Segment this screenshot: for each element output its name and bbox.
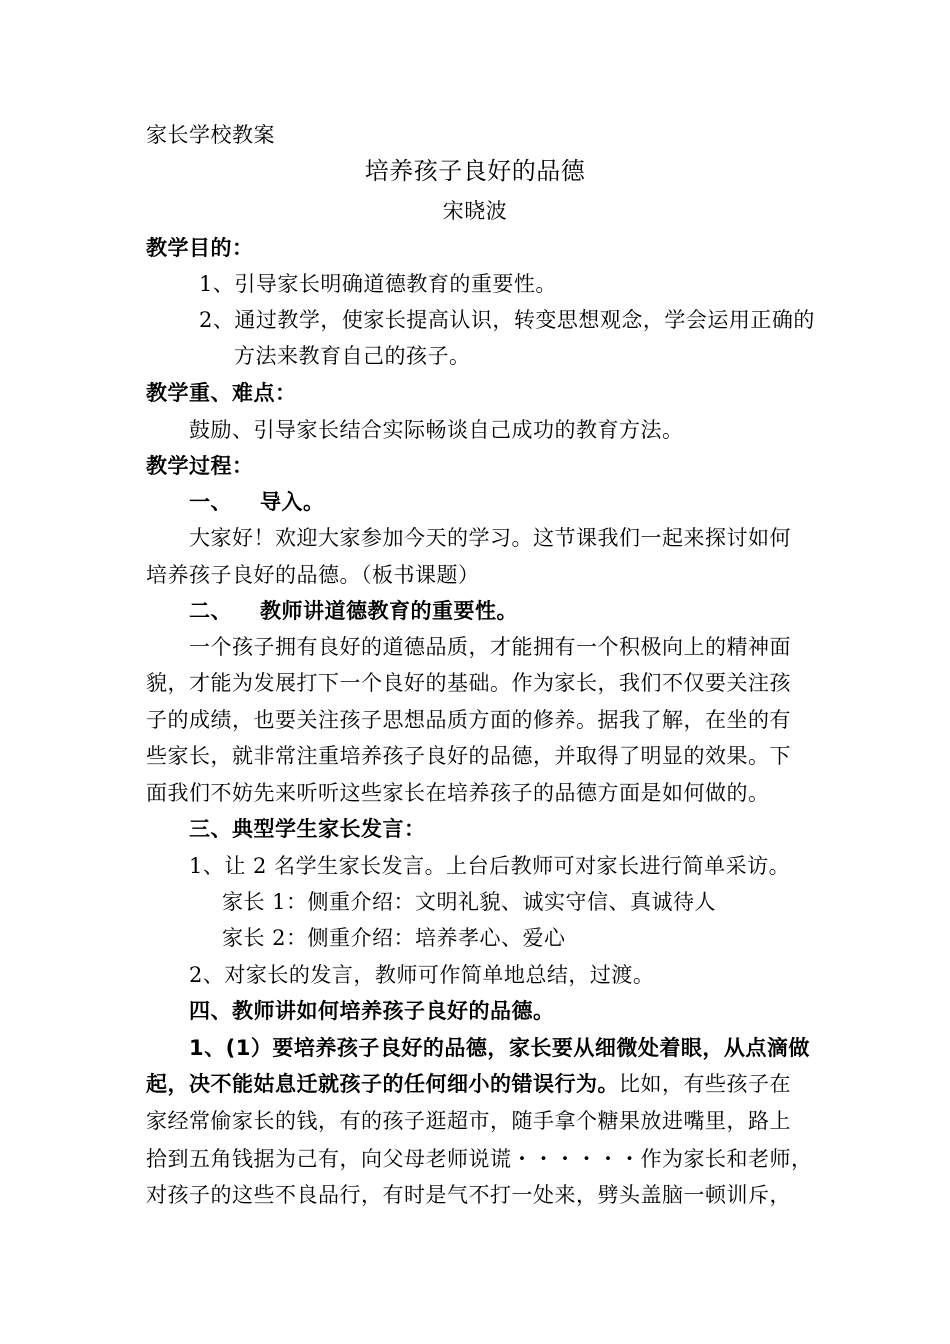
section-4-line-5: 对孩子的这些不良品行，有时是气不打一处来，劈头盖脑一顿训斥， xyxy=(146,1183,791,1207)
section-1-number: 一、 xyxy=(189,490,232,514)
section-2-title: 教师讲道德教育的重要性。 xyxy=(260,599,518,623)
section-4-bold-line-2: 起，决不能姑息迁就孩子的任何细小的错误行为。 xyxy=(146,1072,619,1096)
section-2-line-2: 貌，才能为发展打下一个良好的基础。作为家长，我们不仅要关注孩 xyxy=(146,671,791,695)
section-1-heading xyxy=(189,488,325,516)
section-3-item-1: 1、让 2 名学生家长发言。上台后教师可对家长进行简单采访。 xyxy=(189,854,791,878)
section-4-line-3: 家经常偷家长的钱，有的孩子逛超市，随手拿个糖果放进嘴里，路上 xyxy=(146,1109,791,1133)
section-1-line-1: 大家好！欢迎大家参加今天的学习。这节课我们一起来探讨如何 xyxy=(189,526,791,550)
objectives-heading: 教学目的： xyxy=(146,236,254,260)
document-label: 家长学校教案 xyxy=(146,123,275,147)
section-3-parent-1: 家长 1：侧重介绍：文明礼貌、诚实守信、真诚待人 xyxy=(222,890,717,914)
process-heading: 教学过程： xyxy=(146,454,254,478)
section-1-line-2: 培养孩子良好的品德。（板书课题） xyxy=(146,563,480,587)
section-2-line-5: 面我们不妨先来听听这些家长在培养孩子的品德方面是如何做的。 xyxy=(146,781,770,805)
section-4-bold-line-1: 1、(1）要培养孩子良好的品德，家长要从细微处着眼，从点滴做 xyxy=(189,1036,810,1060)
section-2-heading xyxy=(189,597,518,625)
key-points-heading: 教学重、难点： xyxy=(146,381,297,405)
objective-item-1: 1、引导家长明确道德教育的重要性。 xyxy=(199,272,557,296)
section-4-line-2-rest: 比如，有些孩子在 xyxy=(619,1072,791,1096)
section-3-item-2: 2、对家长的发言，教师可作简单地总结，过渡。 xyxy=(189,963,655,987)
objective-item-2-line1: 2、通过教学，使家长提高认识，转变思想观念，学会运用正确的 xyxy=(199,308,815,332)
document-author: 宋晓波 xyxy=(442,199,508,223)
document-title: 培养孩子良好的品德 xyxy=(364,157,586,185)
section-4-line-4: 拾到五角钱据为己有，向父母老师说谎・・・・・・作为家长和老师， xyxy=(146,1147,813,1171)
section-4-line-2 xyxy=(146,1070,791,1098)
objective-item-2-line2: 方法来教育自己的孩子。 xyxy=(234,344,471,368)
section-2-line-1: 一个孩子拥有良好的道德品质，才能拥有一个积极向上的精神面 xyxy=(189,635,791,659)
section-2-line-3: 子的成绩，也要关注孩子思想品质方面的修养。据我了解，在坐的有 xyxy=(146,708,791,732)
section-1-title: 导入。 xyxy=(260,490,325,514)
key-points-text: 鼓励、引导家长结合实际畅谈自己成功的教育方法。 xyxy=(189,418,684,442)
section-3-parent-2: 家长 2：侧重介绍：培养孝心、爱心 xyxy=(222,926,566,950)
section-3-heading: 三、典型学生家长发言： xyxy=(189,817,426,841)
section-4-heading: 四、教师讲如何培养孩子良好的品德。 xyxy=(189,999,555,1023)
section-2-number: 二、 xyxy=(189,599,232,623)
section-2-line-4: 些家长，就非常注重培养孩子良好的品德，并取得了明显的效果。下 xyxy=(146,744,791,768)
